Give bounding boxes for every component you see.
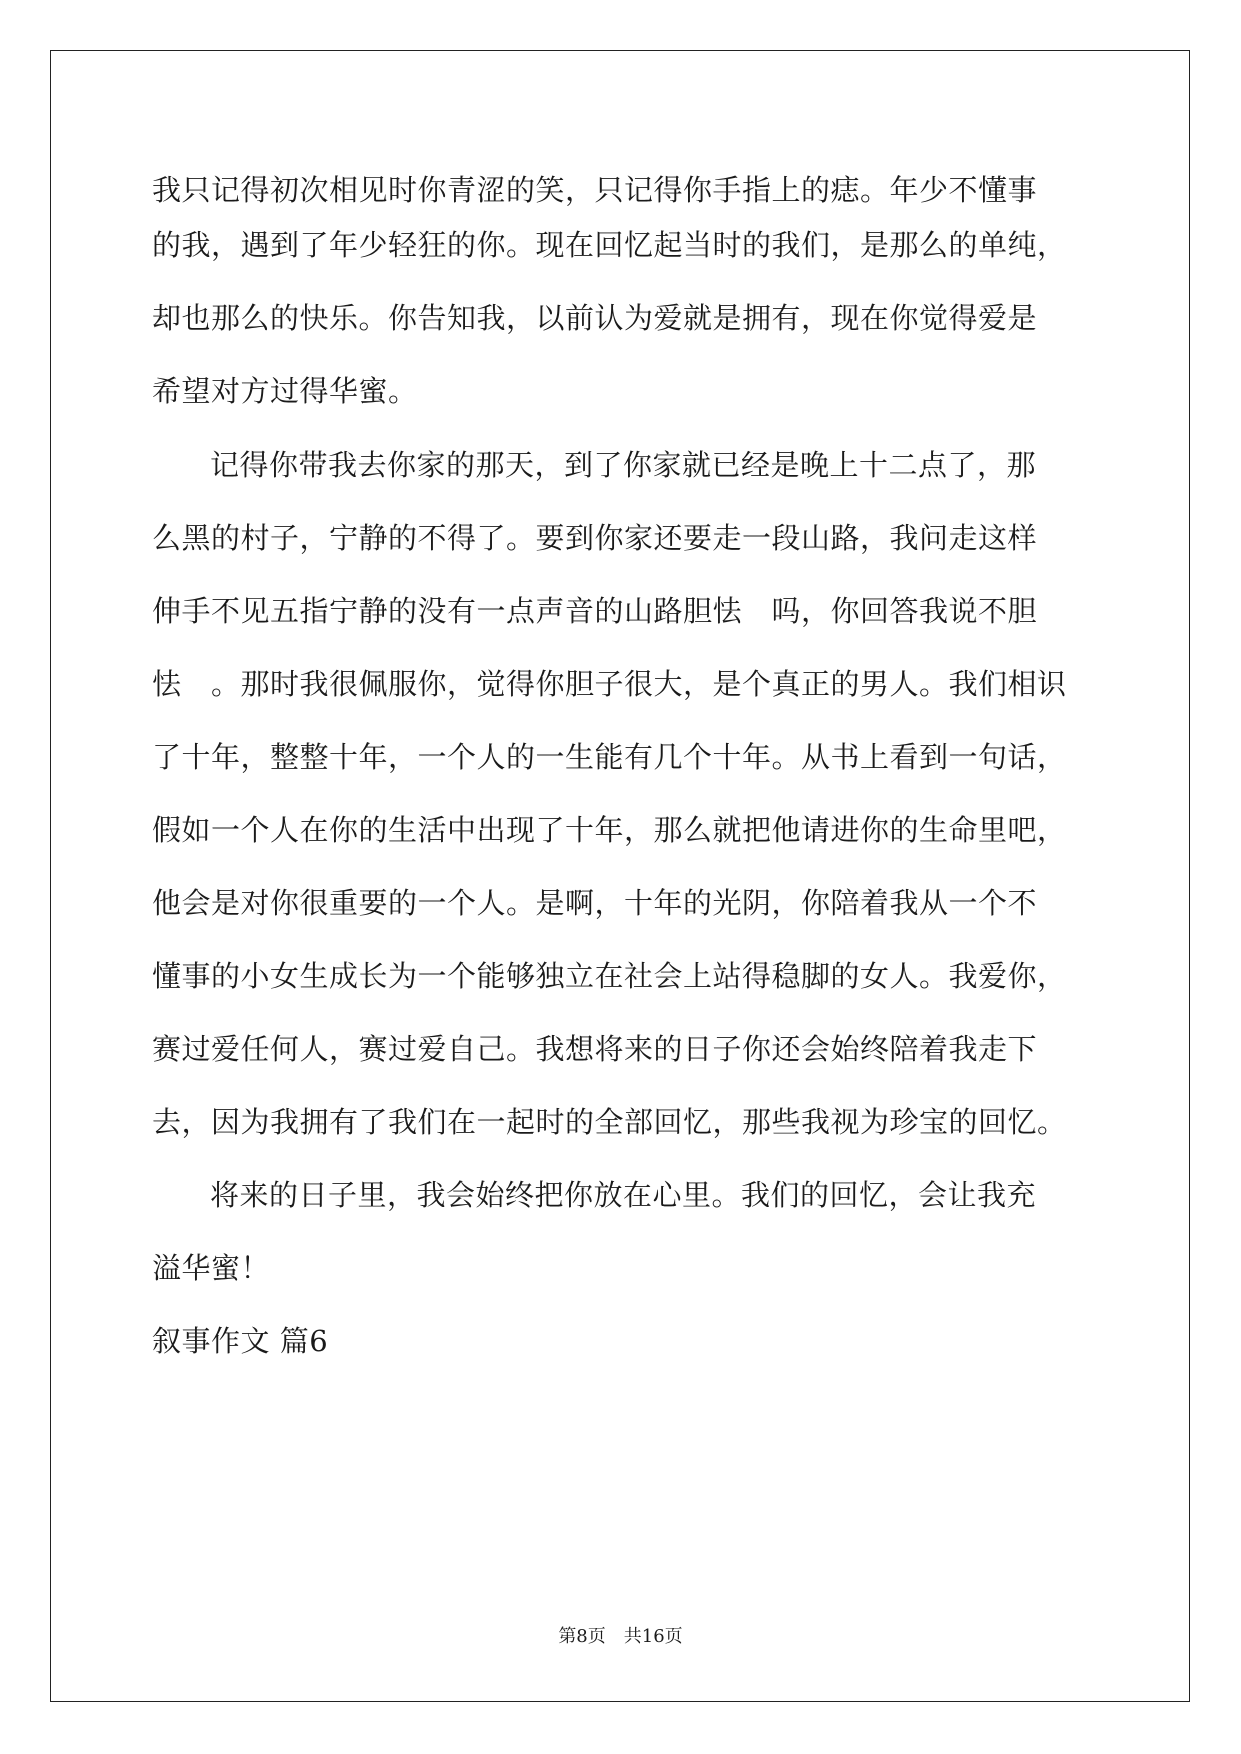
body-text-line: 我只记得初次相见时你青涩的笑，只记得你手指上的痣。年少不懂事: [152, 173, 1038, 207]
body-text-line: 将来的日子里，我会始终把你放在心里。我们的回忆，会让我充: [210, 1178, 1037, 1212]
page-footer: [0, 1625, 1241, 1649]
section-heading: 叙事作文 篇6: [152, 1324, 329, 1358]
body-text-line: 了十年，整整十年，一个人的一生能有几个十年。从书上看到一句话，: [152, 740, 1067, 774]
page-number-total: 共16页: [623, 1626, 683, 1647]
page-number-current: 第8页: [558, 1626, 606, 1647]
body-text-line: 赛过爱任何人，赛过爱自己。我想将来的日子你还会始终陪着我走下: [152, 1032, 1038, 1066]
body-text-line: 去，因为我拥有了我们在一起时的全部回忆，那些我视为珍宝的回忆。: [152, 1105, 1067, 1139]
body-text-line: 伸手不见五指宁静的没有一点声音的山路胆怯 吗，你回答我说不胆: [152, 594, 1038, 628]
body-text-line: 懂事的小女生成长为一个能够独立在社会上站得稳脚的女人。我爱你，: [152, 959, 1067, 993]
body-text-line: 他会是对你很重要的一个人。是啊，十年的光阴，你陪着我从一个不: [152, 886, 1038, 920]
body-text-line: 假如一个人在你的生活中出现了十年，那么就把他请进你的生命里吧，: [152, 813, 1067, 847]
body-text-line: 么黑的村子，宁静的不得了。要到你家还要走一段山路，我问走这样: [152, 521, 1038, 555]
body-text-line: 记得你带我去你家的那天，到了你家就已经是晚上十二点了，那: [210, 448, 1037, 482]
body-text-line: 溢华蜜！: [152, 1251, 271, 1285]
body-text-line: 怯 。那时我很佩服你，觉得你胆子很大，是个真正的男人。我们相识: [152, 667, 1067, 701]
body-text-line: 希望对方过得华蜜。: [152, 374, 418, 408]
body-text-line: 却也那么的快乐。你告知我，以前认为爱就是拥有，现在你觉得爱是: [152, 301, 1038, 335]
body-text-line: 的我，遇到了年少轻狂的你。现在回忆起当时的我们，是那么的单纯，: [152, 228, 1067, 262]
